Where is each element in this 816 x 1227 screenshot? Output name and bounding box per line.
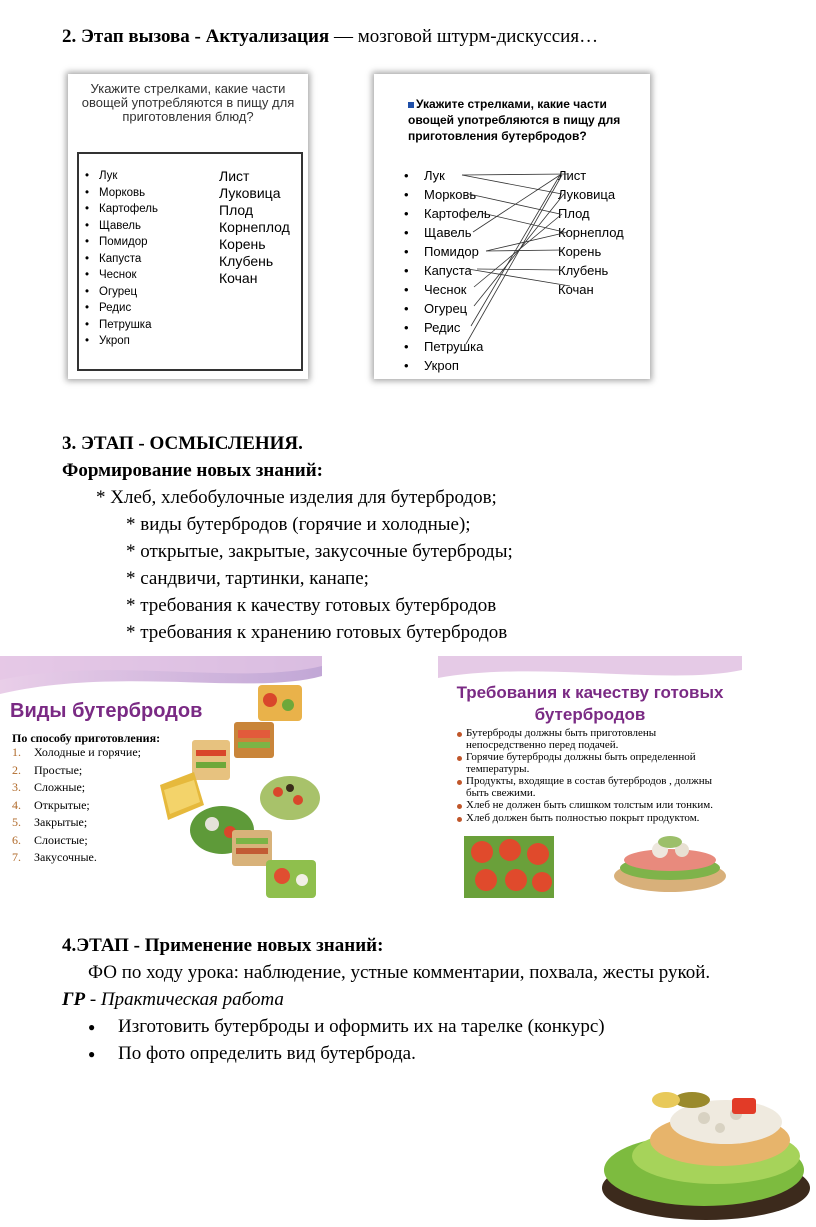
plant-part-item: Корень xyxy=(219,236,266,252)
vegetable-item: • Картофель xyxy=(85,201,158,218)
plant-part-item: Плод xyxy=(219,202,254,218)
slide3-subtitle: По способу приготовления: xyxy=(12,731,161,745)
requirement-item: Бутерброды должны быть приготовлены непосредственно перед подачей. xyxy=(466,728,716,751)
stage3-item: * Хлеб, хлебобулочные изделия для бутербродов; xyxy=(96,487,497,508)
stage3-subheading: Формирование новых знаний: xyxy=(62,460,323,481)
stage3-item: * сандвичи, тартинки, канапе; xyxy=(126,568,369,589)
slide-sandwich-types xyxy=(0,656,322,906)
vegetable-item: • Укроп xyxy=(404,356,491,375)
slide4-list xyxy=(466,728,716,825)
stage4-bullet: ● По фото определить вид бутерброда. xyxy=(62,1040,778,1067)
vegetable-item: • Чеснок xyxy=(404,280,491,299)
vegetable-item: • Редис xyxy=(404,318,491,337)
sandwich-type-item: 7. Закусочные. xyxy=(12,850,97,864)
stage3-item: * виды бутербродов (горячие и холодные); xyxy=(126,514,471,535)
vegetable-item: • Помидор xyxy=(85,234,158,251)
stage4-fo: ФО по ходу урока: наблюдение, устные комментарии, похвала, жесты рукой. xyxy=(88,962,711,983)
sandwich-type-item: 5. Закрытые; xyxy=(12,815,88,829)
plant-part-item: Кочан xyxy=(558,282,594,297)
vegetable-item: • Щавель xyxy=(85,218,158,235)
requirement-item: Горячие бутерброды должны быть определенной температуры. xyxy=(466,752,716,775)
slide1-parts-list xyxy=(219,168,290,287)
stage2-heading-bold: 2. Этап вызова - Актуализация xyxy=(62,26,330,47)
plant-part-item: Луковица xyxy=(219,185,281,201)
plant-part-item: Корнеплод xyxy=(558,225,624,240)
vegetable-item: • Огурец xyxy=(85,284,158,301)
stage4-heading: 4.ЭТАП - Применение новых знаний: xyxy=(62,935,384,956)
plant-part-item: Корень xyxy=(558,244,602,259)
plant-part-item: Корнеплод xyxy=(219,219,290,235)
vegetable-item: • Щавель xyxy=(404,223,491,242)
slide2-question-text: Укажите стрелками, какие части овощей употребляются в пищу для приготовления бутербродов? xyxy=(408,97,621,143)
stage4-gr xyxy=(62,986,778,1013)
vegetable-item: • Огурец xyxy=(404,299,491,318)
stage4-section xyxy=(62,932,778,1067)
stage3-section xyxy=(62,430,513,646)
stage4-gr-text: - Практическая работа xyxy=(85,989,284,1010)
sandwich-type-item: 2. Простые; xyxy=(12,762,83,777)
plant-part-item: Клубень xyxy=(219,253,274,269)
slide-vegetables-answered xyxy=(374,74,650,379)
vegetable-item: • Помидор xyxy=(404,242,491,261)
stage2-heading xyxy=(62,26,598,48)
vegetable-item: • Чеснок xyxy=(85,267,158,284)
stage2-heading-rest: — мозговой штурм-дискуссия… xyxy=(329,26,599,47)
vegetable-item: • Капуста xyxy=(404,261,491,280)
slide1-box xyxy=(77,152,303,371)
slide3-sandwich-photos xyxy=(150,680,322,900)
slide4-sandwich-photo-left xyxy=(464,836,554,898)
vegetable-item: • Редис xyxy=(85,300,158,317)
plant-part-item: Кочан xyxy=(219,270,258,286)
vegetable-item: • Капуста xyxy=(85,251,158,268)
plant-part-item: Плод xyxy=(558,206,590,221)
slide3-list xyxy=(12,744,141,867)
vegetable-item: • Петрушка xyxy=(85,317,158,334)
stage4-bullets xyxy=(62,1013,778,1067)
slide-quality-requirements xyxy=(438,656,742,906)
slide4-title: Требования к качеству готовых бутербродов xyxy=(456,683,724,724)
sandwich-type-item: 4. Открытые; xyxy=(12,797,90,812)
stage3-item: * открытые, закрытые, закусочные бутерброды; xyxy=(126,541,513,562)
plant-part-item: Лист xyxy=(558,168,587,183)
requirement-item: Хлеб должен быть полностью покрыт продуктом. xyxy=(466,813,716,825)
slide1-question: Укажите стрелками, какие части овощей употребляются в пищу для приготовления блюд? xyxy=(81,81,295,124)
sandwich-type-item: 1. Холодные и горячие; xyxy=(12,745,141,759)
sandwich-type-item: 3. Сложные; xyxy=(12,780,86,794)
slide2-arrows xyxy=(374,74,650,379)
slide3-title: Виды бутербродов xyxy=(10,700,203,722)
slide-vegetables-blank xyxy=(68,74,308,379)
slide1-vegetable-list xyxy=(85,168,158,350)
slide4-sandwich-photo-right xyxy=(610,832,730,898)
stage3-item: * требования к качеству готовых бутербродов xyxy=(126,595,497,616)
requirement-item: Хлеб не должен быть слишком толстым или тонким. xyxy=(466,800,716,812)
vegetable-item: • Укроп xyxy=(85,333,158,350)
vegetable-item: • Петрушка xyxy=(404,337,491,356)
stage4-gr-label: ГР xyxy=(62,989,86,1010)
plant-part-item: Луковица xyxy=(558,187,616,202)
plant-part-item: Клубень xyxy=(558,263,609,278)
sandwich-photo xyxy=(596,1078,816,1227)
vegetable-item: • Картофель xyxy=(404,204,491,223)
vegetable-item: • Лук xyxy=(85,168,158,185)
requirement-item: Продукты, входящие в состав бутербродов , должны быть свежими. xyxy=(466,776,716,799)
vegetable-item: • Морковь xyxy=(85,185,158,202)
vegetable-item: • Лук xyxy=(404,166,491,185)
stage3-item: * требования к хранению готовых бутербродов xyxy=(126,622,508,643)
sandwich-type-item: 6. Слоистые; xyxy=(12,832,88,847)
stage4-bullet: ● Изготовить бутерброды и оформить их на тарелке (конкурс) xyxy=(62,1013,778,1040)
vegetable-item: • Морковь xyxy=(404,185,491,204)
plant-part-item: Лист xyxy=(219,168,250,184)
stage3-heading: 3. ЭТАП - ОСМЫСЛЕНИЯ. xyxy=(62,433,303,454)
